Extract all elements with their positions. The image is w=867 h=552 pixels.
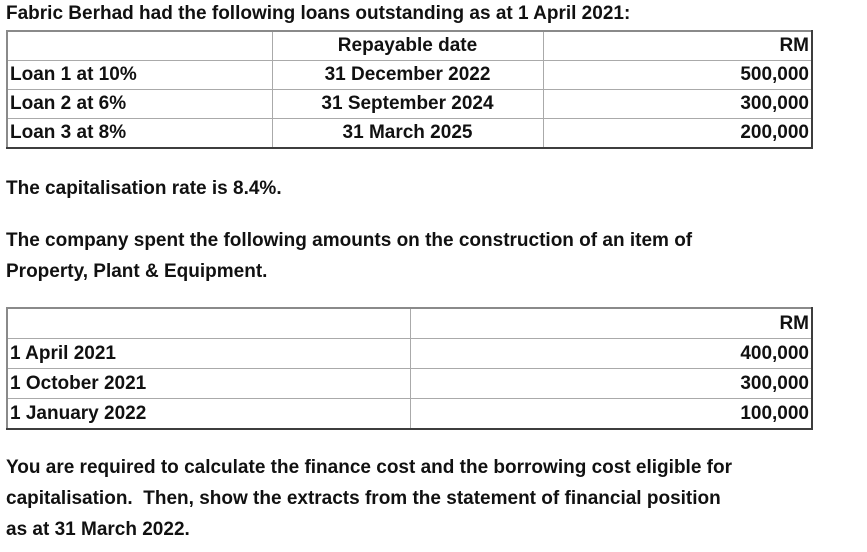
question-line: capitalisation. Then, show the extracts from the statement of financial position — [6, 488, 721, 509]
spending-header-row — [7, 308, 812, 339]
spending-amount: 300,000 — [410, 369, 812, 399]
question-line: You are required to calculate the finance cost and the borrowing cost eligible for — [6, 457, 732, 478]
loan-repayable-date: 31 March 2025 — [272, 119, 543, 149]
loan-name: Loan 3 at 8% — [7, 119, 272, 149]
intro-heading: Fabric Berhad had the following loans outstanding as at 1 April 2021: — [6, 3, 631, 24]
loans-header-date: Repayable date — [272, 31, 543, 61]
spending-intro-line: The company spent the following amounts on the construction of an item of — [6, 230, 693, 251]
spending-date: 1 January 2022 — [7, 399, 410, 430]
spending-intro-line: Property, Plant & Equipment. — [6, 261, 268, 282]
spending-amount: 400,000 — [410, 339, 812, 369]
spending-date: 1 October 2021 — [7, 369, 410, 399]
table-row — [7, 369, 812, 399]
loan-amount: 200,000 — [543, 119, 812, 149]
loan-name: Loan 1 at 10% — [7, 61, 272, 90]
loan-repayable-date: 31 December 2022 — [272, 61, 543, 90]
loan-name: Loan 2 at 6% — [7, 90, 272, 119]
loans-table — [6, 30, 813, 149]
spending-date: 1 April 2021 — [7, 339, 410, 369]
loans-header-amount: RM — [543, 31, 812, 61]
table-row — [7, 339, 812, 369]
spending-header-amount: RM — [410, 308, 812, 339]
loans-header-loan — [7, 31, 272, 61]
loans-header-row — [7, 31, 812, 61]
question-line: as at 31 March 2022. — [6, 519, 190, 540]
spending-intro — [6, 225, 836, 287]
loan-amount: 300,000 — [543, 90, 812, 119]
loan-repayable-date: 31 September 2024 — [272, 90, 543, 119]
spending-table — [6, 307, 813, 430]
question-text — [6, 452, 856, 545]
table-row — [7, 399, 812, 430]
spending-amount: 100,000 — [410, 399, 812, 430]
spending-header-date — [7, 308, 410, 339]
loan-amount: 500,000 — [543, 61, 812, 90]
table-row — [7, 90, 812, 119]
table-row — [7, 119, 812, 149]
capitalisation-rate-text: The capitalisation rate is 8.4%. — [6, 178, 282, 199]
table-row — [7, 61, 812, 90]
